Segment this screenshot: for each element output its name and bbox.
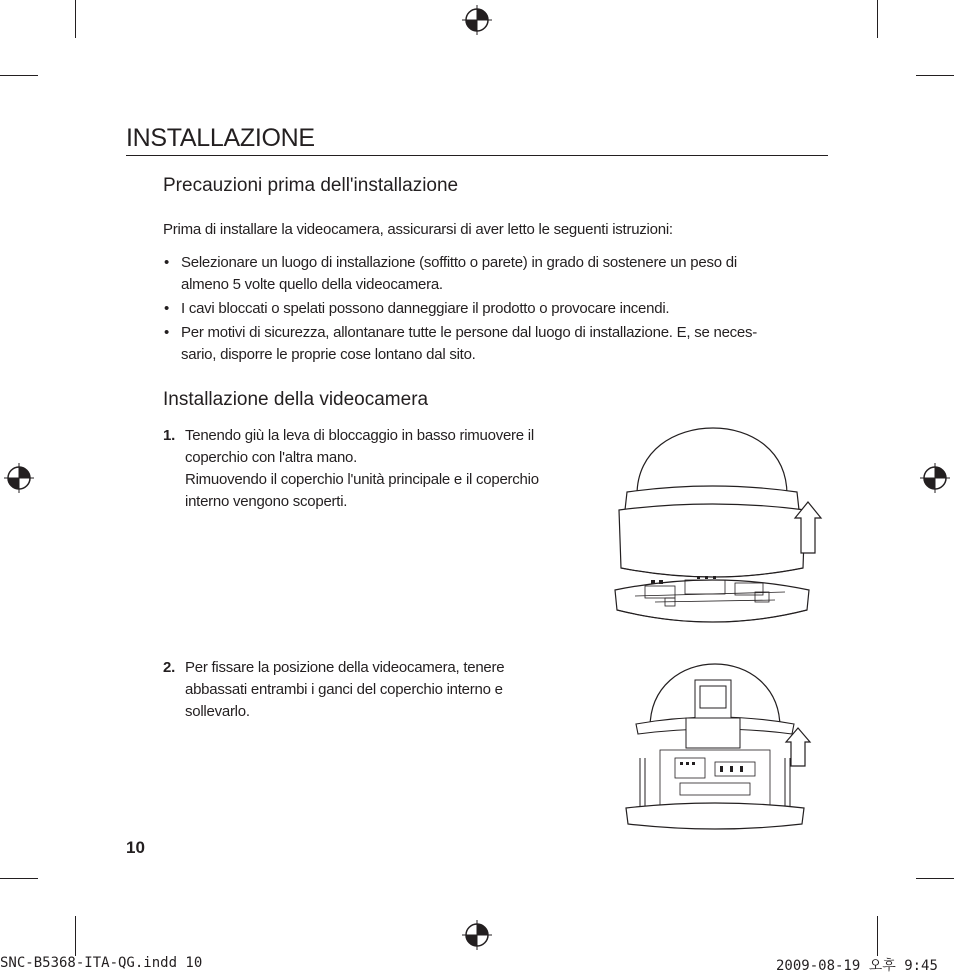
crop-mark-bottom-left-vertical	[75, 916, 76, 956]
bullet-icon: •	[164, 324, 170, 341]
bullet-text-line: I cavi bloccati o spelati possono danneggiare il prodotto o provocare incendi.	[181, 300, 670, 317]
section-title-installation: Installazione della videocamera	[163, 389, 429, 410]
crop-mark-top-right-vertical	[877, 0, 878, 38]
bullet-icon: •	[164, 300, 170, 317]
crop-mark-bottom-right-horizontal	[916, 878, 954, 879]
step-text-line: Per fissare la posizione della videocamera, tenere	[185, 659, 505, 676]
list-item	[163, 298, 823, 320]
step-1	[163, 425, 603, 513]
crop-mark-top-left-vertical	[75, 0, 76, 38]
bullet-icon: •	[164, 254, 170, 271]
list-item	[163, 322, 823, 366]
step-2	[163, 657, 603, 723]
step-text-line: abbassati entrambi i ganci del coperchio interno e	[185, 681, 503, 698]
crop-mark-bottom-right-vertical	[877, 916, 878, 956]
registration-mark-right	[920, 463, 950, 493]
registration-mark-bottom	[462, 920, 492, 950]
bullet-text-line: Selezionare un luogo di installazione (soffitto o parete) in grado di sostenere un peso di	[181, 254, 737, 271]
registration-mark-top	[462, 5, 492, 35]
registration-mark-left	[4, 463, 34, 493]
inner-cover-lift-illustration	[620, 658, 820, 833]
title-underline	[126, 155, 828, 156]
step-number: 2.	[163, 659, 176, 676]
step-text-line: Tenendo giù la leva di bloccaggio in basso rimuovere il	[185, 427, 534, 444]
step-text-line: coperchio con l'altra mano.	[185, 449, 358, 466]
page-number: 10	[126, 838, 145, 857]
precautions-list	[163, 252, 823, 368]
camera-cover-removal-illustration	[605, 420, 835, 640]
bullet-text-line: sario, disporre le proprie cose lontano dal sito.	[181, 346, 476, 363]
section-title-precautions: Precauzioni prima dell'installazione	[163, 175, 459, 196]
step-number: 1.	[163, 427, 176, 444]
intro-paragraph: Prima di installare la videocamera, assicurarsi di aver letto le seguenti istruzioni:	[163, 221, 673, 238]
step-text-line: interno vengono scoperti.	[185, 493, 348, 510]
bullet-text-line: almeno 5 volte quello della videocamera.	[181, 276, 443, 293]
list-item	[163, 252, 823, 296]
crop-mark-top-left-horizontal	[0, 75, 38, 76]
crop-mark-top-right-horizontal	[916, 75, 954, 76]
page-title: INSTALLAZIONE	[126, 124, 315, 152]
crop-mark-bottom-left-horizontal	[0, 878, 38, 879]
step-text-line: sollevarlo.	[185, 703, 250, 720]
step-text-line: Rimuovendo il coperchio l'unità principale e il coperchio	[185, 471, 539, 488]
footer-file-info: SNC-B5368-ITA-QG.indd 10	[0, 955, 203, 971]
bullet-text-line: Per motivi di sicurezza, allontanare tutte le persone dal luogo di installazione. E, se neces-	[181, 324, 757, 341]
footer-date: 2009-08-19 오후 9:45	[776, 958, 938, 974]
